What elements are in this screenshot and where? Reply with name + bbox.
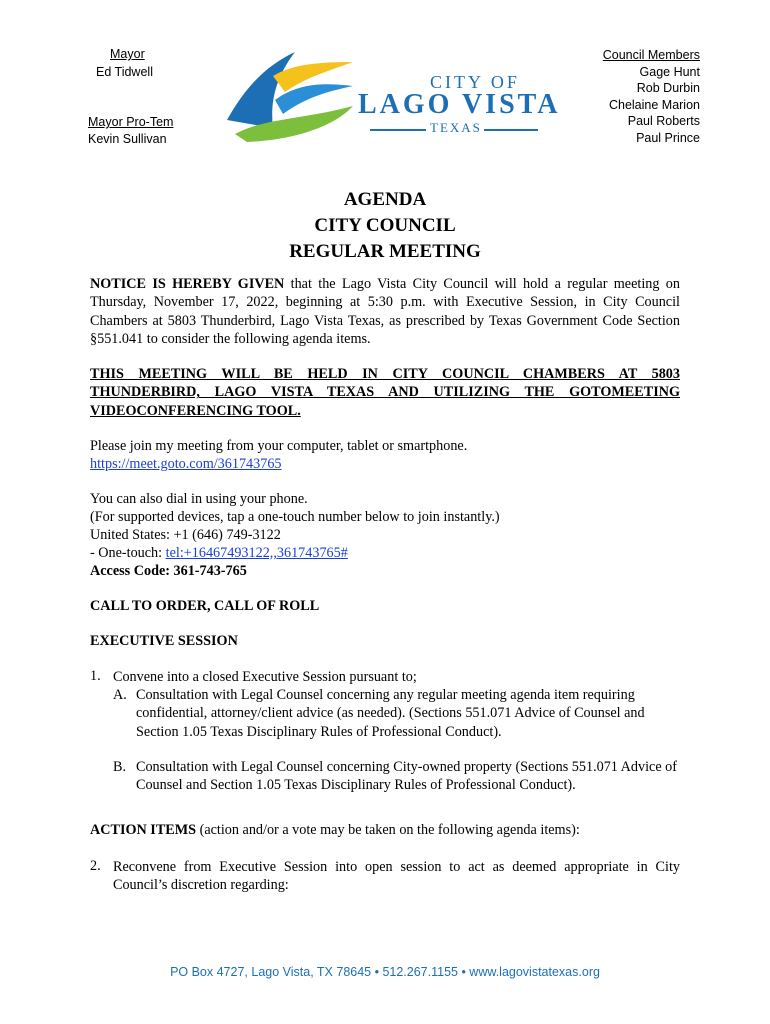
council-members-label: Council Members <box>602 48 700 62</box>
item-1-number: 1. <box>90 668 101 684</box>
meeting-location-notice <box>90 365 680 420</box>
logo-divider-left <box>370 129 426 131</box>
council-members-block <box>603 47 700 147</box>
meeting-location-text: THIS MEETING WILL BE HELD IN CITY COUNCIL CHAMBERS AT 5803 THUNDERBIRD, LAGO VISTA TEXAS AND UTILIZING THE GOTOMEETING VIDEOCONFERENCING TOOL. <box>90 366 680 419</box>
notice-paragraph <box>90 275 680 349</box>
council-member: Paul Roberts <box>627 114 700 129</box>
city-logo-mark-icon <box>225 48 355 148</box>
sub-b-text: Consultation with Legal Counsel concerning City-owned property (Sections 551.071 Advice of Counsel and Section 1.05 Texas Disciplinary Rules of Professional Conduct). <box>136 759 678 794</box>
mayor-label: Mayor <box>110 47 145 61</box>
logo-divider-right <box>484 129 538 131</box>
agenda-title <box>0 187 770 265</box>
executive-session-heading: EXECUTIVE SESSION <box>90 633 238 649</box>
title-line-1: AGENDA <box>343 189 427 210</box>
title-line-2: CITY COUNCIL <box>314 215 456 236</box>
mayor-protem-label: Mayor Pro-Tem <box>88 115 174 129</box>
action-items-text: (action and/or a vote may be taken on the following agenda items): <box>196 822 580 838</box>
meeting-url-link[interactable]: https://meet.goto.com/361743765 <box>90 456 282 472</box>
footer-contact: PO Box 4727, Lago Vista, TX 78645 • 512.267.1155 • www.lagovistatexas.org <box>170 965 600 979</box>
sub-a-label: A. <box>113 687 127 703</box>
item-2-text: Reconvene from Executive Session into open session to act as deemed appropriate in City Council’s discretion regarding: <box>113 859 680 894</box>
action-items-lead: ACTION ITEMS <box>90 822 197 838</box>
access-code-text: Access Code: 361-743-765 <box>90 563 247 579</box>
sub-b-label: B. <box>113 759 127 775</box>
council-member: Chelaine Marion <box>608 97 700 112</box>
logo-city-of: CITY OF <box>430 72 520 92</box>
notice-text: that the Lago Vista City Council will hold a regular meeting on Thursday, November 17, 2022, beginning at 5:30 p.m. with Executive Session, in City Council Chambers at 5803 Thunderbird, Lago Vista Texas, as prescribed by Texas Government Code Section §551.041 to consider the following agenda items. <box>90 276 680 348</box>
one-touch-link[interactable]: tel:+16467493122,,361743765# <box>165 545 348 561</box>
one-touch-line <box>90 544 680 562</box>
join-line: Please join my meeting from your computer, tablet or smartphone. <box>90 438 468 454</box>
access-code <box>90 562 680 580</box>
notice-lead: NOTICE IS HEREBY GIVEN <box>90 276 285 292</box>
council-member: Paul Prince <box>636 130 700 145</box>
call-to-order-heading: CALL TO ORDER, CALL OF ROLL <box>90 598 320 614</box>
mayor-name: Ed Tidwell <box>96 65 153 79</box>
dial-line-3: United States: +1 (646) 749-3122 <box>90 527 281 543</box>
item-1-text: Convene into a closed Executive Session pursuant to; <box>113 669 417 685</box>
one-touch-prefix: - One-touch: <box>90 545 166 561</box>
dial-line-2: (For supported devices, tap a one-touch number below to join instantly.) <box>90 509 500 525</box>
council-member: Rob Durbin <box>636 81 700 96</box>
title-line-3: REGULAR MEETING <box>289 241 481 262</box>
council-member: Gage Hunt <box>639 64 700 79</box>
action-items-heading <box>90 821 680 839</box>
logo-name: LAGO VISTA <box>358 89 561 120</box>
dial-line-1: You can also dial in using your phone. <box>90 491 308 507</box>
mayor-protem-name: Kevin Sullivan <box>88 132 167 146</box>
logo-state: TEXAS <box>430 120 482 135</box>
item-2-number: 2. <box>90 858 101 874</box>
sub-a-text: Consultation with Legal Counsel concerning any regular meeting agenda item requiring confidential, attorney/client advice (as needed). (Sections 551.071 Advice of Counsel and Section 1.05 Texas Disciplinary Rules of Professional Conduct). <box>136 687 645 740</box>
